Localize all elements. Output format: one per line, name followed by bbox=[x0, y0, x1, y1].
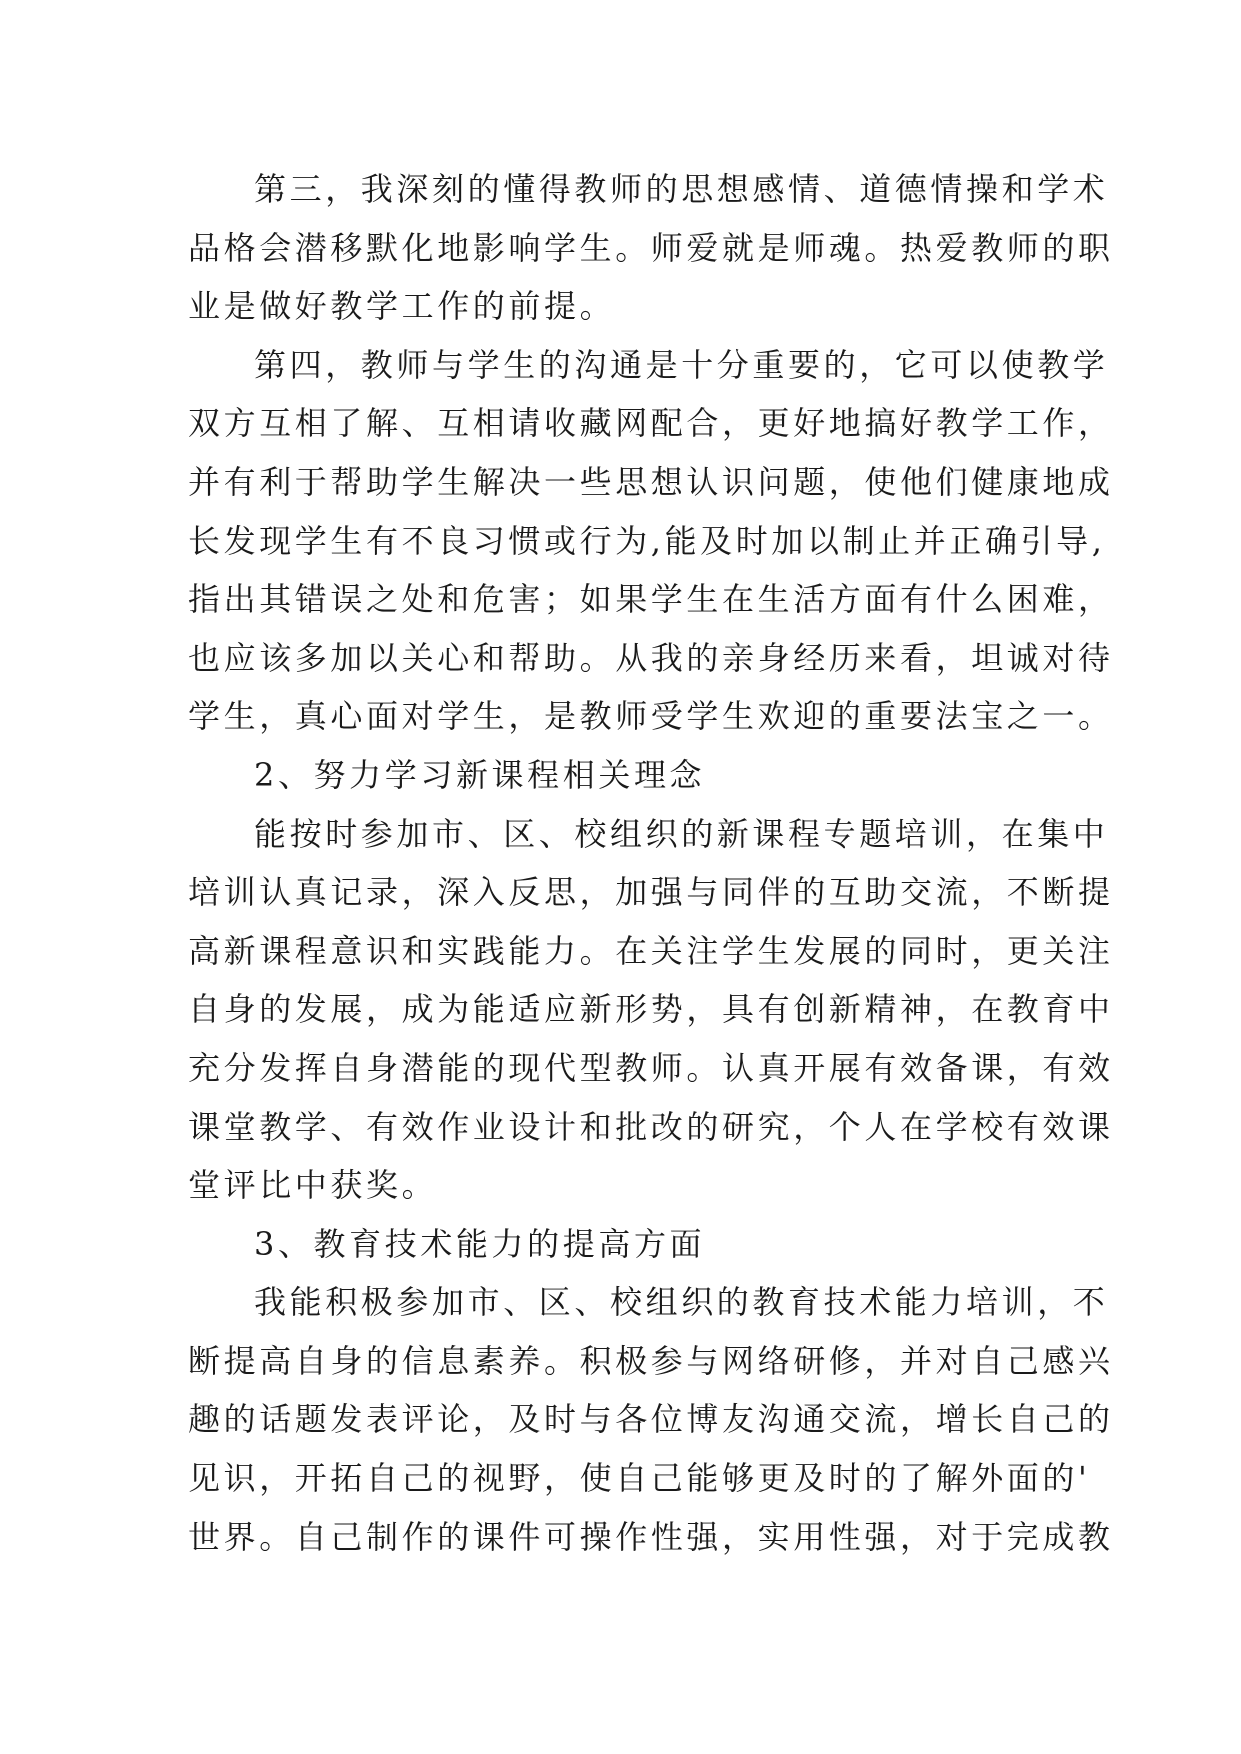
text-line: 断提高自身的信息素养。积极参与网络研修，并对自己感兴 bbox=[188, 1341, 1114, 1380]
document-page bbox=[188, 160, 1114, 1566]
text-line: 第三，我深刻的懂得教师的思想感情、道德情操和学术 bbox=[254, 170, 1109, 208]
text-line: 课堂教学、有效作业设计和批改的研究，个人在学校有效课 bbox=[188, 1107, 1114, 1146]
text-line: 培训认真记录，深入反思，加强与同伴的互助交流，不断提 bbox=[188, 873, 1114, 912]
text-line: 高新课程意识和实践能力。在关注学生发展的同时，更关注 bbox=[188, 931, 1114, 970]
text-line: 品格会潜移默化地影响学生。师爱就是师魂。热爱教师的职 bbox=[188, 228, 1114, 267]
text-line: 堂评比中获奖。 bbox=[188, 1166, 438, 1205]
text-line: 也应该多加以关心和帮助。从我的亲身经历来看，坦诚对待 bbox=[188, 638, 1114, 677]
section-heading: 3、教育技术能力的提高方面 bbox=[254, 1224, 706, 1263]
text-line: 第四，教师与学生的沟通是十分重要的，它可以使教学 bbox=[254, 345, 1109, 384]
text-line: 自身的发展，成为能适应新形势，具有创新精神，在教育中 bbox=[188, 990, 1114, 1029]
section-heading: 2、努力学习新课程相关理念 bbox=[254, 755, 706, 794]
text-line: 业是做好教学工作的前提。 bbox=[188, 287, 616, 326]
text-line: 长发现学生有不良习惯或行为,能及时加以制止并正确引导, bbox=[188, 521, 1106, 560]
text-line: 趣的话题发表评论，及时与各位博友沟通交流，增长自己的 bbox=[188, 1400, 1114, 1439]
text-line: 双方互相了解、互相请收藏网配合，更好地搞好教学工作， bbox=[188, 404, 1114, 443]
text-line: 充分发挥自身潜能的现代型教师。认真开展有效备课，有效 bbox=[188, 1048, 1114, 1087]
text-line: 学生，真心面对学生，是教师受学生欢迎的重要法宝之一。 bbox=[188, 697, 1114, 736]
text-line: 我能积极参加市、区、校组织的教育技术能力培训，不 bbox=[254, 1283, 1109, 1322]
text-line: 见识，开拓自己的视野，使自己能够更及时的了解外面的' bbox=[188, 1459, 1091, 1498]
text-line: 指出其错误之处和危害；如果学生在生活方面有什么困难， bbox=[188, 580, 1114, 619]
text-line: 并有利于帮助学生解决一些思想认识问题，使他们健康地成 bbox=[188, 462, 1114, 501]
text-line: 世界。自己制作的课件可操作性强，实用性强，对于完成教 bbox=[188, 1517, 1114, 1556]
text-line: 能按时参加市、区、校组织的新课程专题培训，在集中 bbox=[254, 814, 1109, 853]
